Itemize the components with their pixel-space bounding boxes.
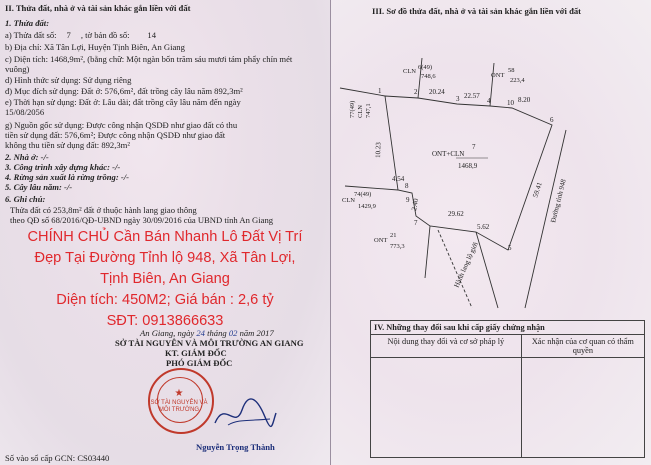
issuing-agency: SỞ TÀI NGUYÊN VÀ MÔI TRƯỜNG AN GIANG: [115, 338, 304, 348]
forest-row: 4. Rừng sản xuất là rừng trồng: -/-: [5, 172, 129, 182]
vertex-7: 7: [414, 219, 418, 227]
signer-name: Nguyễn Trọng Thành: [196, 442, 275, 452]
neighbor-line-southwest: [345, 186, 398, 190]
vertex-6: 6: [550, 116, 554, 124]
origin-line-1: g) Nguồn gốc sử dụng: Được công nhận QSDĐ như giao đất có thu: [5, 120, 238, 130]
date-prefix: An Giang, ngày: [140, 328, 195, 338]
neighbor-line-northeast: [490, 63, 494, 106]
neighbor-1-area: 748,6: [421, 73, 436, 80]
parcel-diagram: [330, 18, 651, 318]
origin-line-3: không thu tiền sử dụng đất: 892,3m²: [5, 140, 130, 150]
ad-line-1: CHÍNH CHỦ Cần Bán Nhanh Lô Đất Vị Trí: [27, 229, 303, 245]
ad-line-4: Diện tích: 450M2; Giá bán : 2,6 tỷ: [56, 292, 274, 308]
neighbor-3-num: 77(49): [349, 100, 356, 118]
edge-length-3: 8.20: [518, 96, 531, 104]
changes-col-content: Nội dung thay đổi và cơ sở pháp lý: [371, 335, 522, 358]
parcel-boundary: [385, 96, 552, 250]
neighbor-1-id: CLN: [403, 68, 416, 75]
vertex-8: 8: [405, 182, 409, 190]
edge-length-5: 29.62: [448, 210, 464, 218]
edge-length-9: 2.40: [410, 197, 421, 212]
usage-term-2: 15/08/2056: [5, 107, 45, 117]
ad-line-5: SĐT: 0913866633: [106, 313, 224, 329]
vertex-9: 9: [406, 196, 410, 204]
edge-length-8: 4.54: [392, 175, 405, 183]
edge-length-1: 20.24: [429, 88, 445, 96]
changes-empty-cell-1: [371, 358, 522, 458]
road-label: Đường tỉnh 948: [549, 178, 568, 224]
vertex-10: 10: [507, 99, 514, 107]
seal-star-icon: ★: [174, 388, 184, 399]
house-row: 2. Nhà ở: -/-: [5, 152, 49, 162]
official-seal: [148, 368, 214, 434]
signature-scribble: [210, 395, 280, 435]
ad-line-2: Đẹp Tại Đường Tỉnh lộ 948, Xã Tân Lợi,: [34, 250, 296, 266]
parcel-line: [5, 30, 172, 40]
edge-length-4: 59.41: [531, 181, 544, 199]
neighbor-3-id: CLN: [357, 105, 364, 118]
neighbor-4-num: 74(49): [354, 191, 372, 198]
address: b) Địa chỉ: Xã Tân Lợi, Huyện Tịnh Biên, An Giang: [5, 42, 185, 52]
area-line-1: c) Diện tích: 1468,9m², (bằng chữ: Một ngàn bốn trăm sáu mươi tám phẩy chín mét: [5, 54, 293, 64]
neighbor-5-id: ONT: [374, 237, 388, 244]
note-line-2: theo QĐ số 68/2016/QĐ-UBND ngày 30/09/2016 của UBND tỉnh An Giang: [10, 215, 274, 225]
neighbor-3-area: 747,1: [365, 103, 372, 118]
section-title: II. Thửa đất, nhà ở và tài sản khác gắn liền với đất: [5, 3, 191, 13]
changes-empty-cell-2: [521, 358, 644, 458]
kt-title: KT. GIÁM ĐỐC: [165, 348, 227, 358]
neighbor-5-num: 21: [390, 232, 397, 239]
ad-line-3: Tịnh Biên, An Giang: [100, 271, 230, 287]
parcel-label: a) Thửa đất số:: [5, 30, 57, 40]
neighbor-1-num: 6(49): [418, 64, 433, 71]
note-line-1: Thửa đất có 253,8m² đất ở thuộc hành lang giao thông: [10, 205, 197, 215]
neighbor-4-id: CLN: [342, 197, 355, 204]
road-inner-edge: [476, 232, 498, 308]
road-edge: [525, 130, 566, 308]
seal-text: SỞ TÀI NGUYÊN VÀ MÔI TRƯỜNG: [150, 400, 208, 413]
usage-form: d) Hình thức sử dụng: Sử dụng riêng: [5, 75, 132, 85]
changes-col-confirm: Xác nhận của cơ quan có thẩm quyền: [521, 335, 644, 358]
vertex-3: 3: [456, 95, 460, 103]
notes-header: 6. Ghi chú:: [5, 194, 46, 204]
origin-line-2: tiền sử dụng đất: 576,6m²; Được công nhận QSDĐ như giao đất: [5, 130, 226, 140]
changes-title: IV. Những thay đổi sau khi cấp giấy chứng nhận: [371, 321, 645, 335]
vertex-5: 5: [508, 244, 512, 252]
year-prefix: năm: [239, 328, 255, 338]
date-month: 02: [228, 328, 238, 338]
edge-length-6: 5.62: [477, 223, 490, 231]
neighbor-2-num: 58: [508, 67, 515, 74]
neighbor-4-area: 1429,9: [358, 203, 376, 210]
issue-date: [140, 328, 274, 338]
neighbor-2-id: ONT: [491, 72, 505, 79]
plot-number: 7: [472, 143, 476, 151]
registry-number: Số vào sổ cấp GCN: CS03440: [5, 453, 110, 463]
map-number: 14: [147, 30, 156, 40]
changes-table: [370, 320, 645, 458]
plot-area: 1468,9: [458, 162, 478, 170]
perennial-row: 5. Cây lâu năm: -/-: [5, 182, 73, 192]
vertex-2: 2: [414, 88, 418, 96]
edge-length-7: 10.23: [374, 142, 383, 159]
vertex-1: 1: [378, 87, 382, 95]
deputy-title: PHÓ GIÁM ĐỐC: [166, 358, 233, 368]
plot-label: ONT+CLN: [432, 150, 465, 158]
month-prefix: tháng: [207, 328, 227, 338]
neighbor-5-area: 773,3: [390, 243, 405, 250]
map-label: , tờ bản đồ số:: [80, 30, 130, 40]
map-title: III. Sơ đồ thửa đất, nhà ở và tài sản khác gắn liền với đất: [372, 6, 582, 16]
parcel-number: 7: [66, 30, 71, 40]
construction-row: 3. Công trình xây dựng khác: -/-: [5, 162, 121, 172]
usage-purpose: đ) Mục đích sử dụng: Đất ở: 576,6m², đất trồng cây lâu năm 892,3m²: [5, 86, 243, 96]
date-day: 24: [196, 328, 205, 338]
date-year: 2017: [256, 328, 274, 338]
land-header: 1. Thửa đất:: [5, 18, 50, 28]
neighbor-line-south: [425, 226, 430, 278]
edge-length-2: 22.57: [464, 92, 480, 100]
corridor-label: Hành lang lộ giới: [452, 240, 480, 289]
area-line-2: vuông): [5, 64, 30, 74]
usage-term-1: e) Thời hạn sử dụng: Đất ở: Lâu dài; đất trồng cây lâu năm đến ngày: [5, 97, 241, 107]
vertex-4: 4: [487, 97, 491, 105]
neighbor-2-area: 223,4: [510, 77, 525, 84]
